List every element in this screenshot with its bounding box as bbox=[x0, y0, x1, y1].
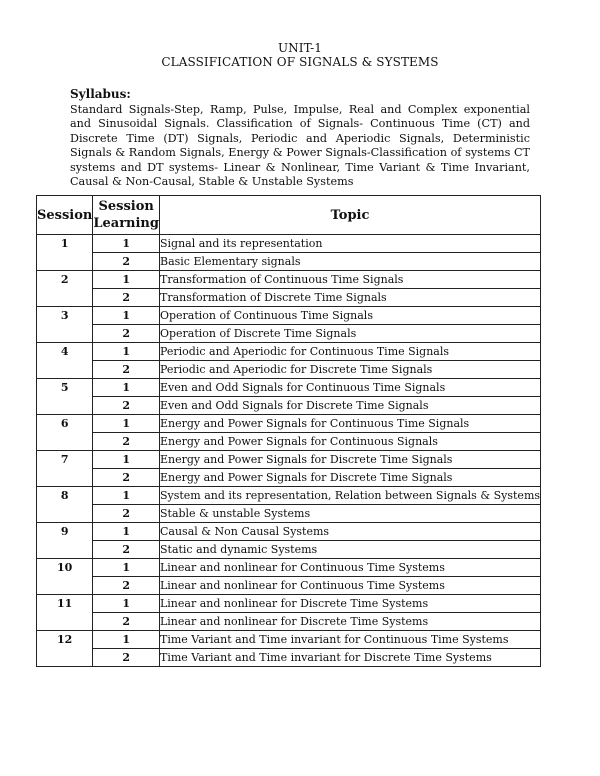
table-row bbox=[37, 541, 541, 559]
topic-cell: Periodic and Aperiodic for Discrete Time Signals bbox=[159, 361, 540, 379]
table-row bbox=[37, 451, 541, 469]
session-learning-cell: 1 bbox=[93, 523, 160, 541]
session-learning-cell: 1 bbox=[93, 451, 160, 469]
session-number-cell: 12 bbox=[37, 631, 93, 667]
topic-cell: Static and dynamic Systems bbox=[159, 541, 540, 559]
topic-cell: Energy and Power Signals for Continuous Signals bbox=[159, 433, 540, 451]
topic-cell: Energy and Power Signals for Continuous Time Signals bbox=[159, 415, 540, 433]
topic-cell: Even and Odd Signals for Continuous Time Signals bbox=[159, 379, 540, 397]
table-row bbox=[37, 307, 541, 325]
column-header-topic: Topic bbox=[159, 196, 540, 235]
session-number-cell: 3 bbox=[37, 307, 93, 343]
session-learning-cell: 2 bbox=[93, 325, 160, 343]
table-row bbox=[37, 613, 541, 631]
session-table bbox=[36, 195, 541, 667]
column-header-session: Session bbox=[37, 196, 93, 235]
topic-cell: Time Variant and Time invariant for Discrete Time Systems bbox=[159, 649, 540, 667]
table-row bbox=[37, 325, 541, 343]
session-number-cell: 1 bbox=[37, 235, 93, 271]
session-learning-cell: 2 bbox=[93, 361, 160, 379]
session-learning-cell: 2 bbox=[93, 253, 160, 271]
table-row bbox=[37, 253, 541, 271]
table-row bbox=[37, 415, 541, 433]
session-learning-cell: 1 bbox=[93, 559, 160, 577]
table-row bbox=[37, 595, 541, 613]
page-title: CLASSIFICATION OF SIGNALS & SYSTEMS bbox=[161, 55, 439, 69]
table-row bbox=[37, 487, 541, 505]
session-learning-cell: 1 bbox=[93, 379, 160, 397]
session-learning-cell: 2 bbox=[93, 289, 160, 307]
table-row bbox=[37, 577, 541, 595]
session-number-cell: 4 bbox=[37, 343, 93, 379]
topic-cell: System and its representation, Relation between Signals & Systems bbox=[159, 487, 540, 505]
table-row bbox=[37, 505, 541, 523]
topic-cell: Periodic and Aperiodic for Continuous Time Signals bbox=[159, 343, 540, 361]
session-learning-cell: 1 bbox=[93, 631, 160, 649]
session-learning-cell: 1 bbox=[93, 487, 160, 505]
topic-cell: Causal & Non Causal Systems bbox=[159, 523, 540, 541]
session-learning-cell: 2 bbox=[93, 541, 160, 559]
session-number-cell: 2 bbox=[37, 271, 93, 307]
topic-cell: Energy and Power Signals for Discrete Time Signals bbox=[159, 469, 540, 487]
session-learning-cell: 1 bbox=[93, 343, 160, 361]
session-learning-cell: 1 bbox=[93, 235, 160, 253]
session-learning-cell: 2 bbox=[93, 649, 160, 667]
topic-cell: Basic Elementary signals bbox=[159, 253, 540, 271]
table-row bbox=[37, 271, 541, 289]
topic-cell: Linear and nonlinear for Continuous Time Systems bbox=[159, 559, 540, 577]
table-row bbox=[37, 379, 541, 397]
session-number-cell: 5 bbox=[37, 379, 93, 415]
topic-cell: Transformation of Continuous Time Signals bbox=[159, 271, 540, 289]
session-learning-cell: 2 bbox=[93, 505, 160, 523]
topic-cell: Operation of Discrete Time Signals bbox=[159, 325, 540, 343]
column-header-line: Learning bbox=[93, 216, 159, 231]
session-number-cell: 11 bbox=[37, 595, 93, 631]
table-row bbox=[37, 469, 541, 487]
topic-cell: Transformation of Discrete Time Signals bbox=[159, 289, 540, 307]
table-row bbox=[37, 235, 541, 253]
table-row bbox=[37, 649, 541, 667]
table-body bbox=[37, 235, 541, 667]
session-learning-cell: 2 bbox=[93, 613, 160, 631]
topic-cell: Energy and Power Signals for Discrete Time Signals bbox=[159, 451, 540, 469]
session-number-cell: 6 bbox=[37, 415, 93, 451]
table-row bbox=[37, 523, 541, 541]
page-header bbox=[0, 41, 600, 69]
table-header-row bbox=[37, 196, 541, 235]
topic-cell: Linear and nonlinear for Discrete Time Systems bbox=[159, 595, 540, 613]
table-row bbox=[37, 433, 541, 451]
session-number-cell: 9 bbox=[37, 523, 93, 559]
syllabus-text: Standard Signals-Step, Ramp, Pulse, Impulse, Real and Complex exponential and Sinusoidal Signals. Classification of Signals- Continuous Time (CT) and Discrete Time (DT) Signals, Periodic and Aperiodic Signals, Deterministic Signals & Random Signals, Energy & Power Signals-Classification of systems CT systems and DT systems- Linear & Nonlinear, Time Variant & Time Invariant, Causal & Non-Causal, Stable & Unstable Systems bbox=[70, 102, 530, 188]
table-row bbox=[37, 631, 541, 649]
topic-cell: Signal and its representation bbox=[159, 235, 540, 253]
session-number-cell: 10 bbox=[37, 559, 93, 595]
topic-cell: Stable & unstable Systems bbox=[159, 505, 540, 523]
session-learning-cell: 1 bbox=[93, 307, 160, 325]
session-learning-cell: 1 bbox=[93, 415, 160, 433]
syllabus-heading: Syllabus: bbox=[70, 87, 131, 101]
syllabus-section bbox=[70, 87, 530, 190]
session-learning-cell: 1 bbox=[93, 271, 160, 289]
topic-cell: Time Variant and Time invariant for Continuous Time Systems bbox=[159, 631, 540, 649]
topic-cell: Linear and nonlinear for Continuous Time Systems bbox=[159, 577, 540, 595]
session-learning-cell: 2 bbox=[93, 433, 160, 451]
topic-cell: Even and Odd Signals for Discrete Time Signals bbox=[159, 397, 540, 415]
table-row bbox=[37, 289, 541, 307]
table-row bbox=[37, 397, 541, 415]
table-row bbox=[37, 361, 541, 379]
topic-cell: Operation of Continuous Time Signals bbox=[159, 307, 540, 325]
session-learning-cell: 2 bbox=[93, 469, 160, 487]
session-learning-cell: 2 bbox=[93, 577, 160, 595]
session-number-cell: 8 bbox=[37, 487, 93, 523]
column-header-line: Session bbox=[98, 199, 154, 214]
table-row bbox=[37, 343, 541, 361]
table-row bbox=[37, 559, 541, 577]
session-number-cell: 7 bbox=[37, 451, 93, 487]
session-learning-cell: 2 bbox=[93, 397, 160, 415]
topic-cell: Linear and nonlinear for Discrete Time Systems bbox=[159, 613, 540, 631]
column-header-session-learning bbox=[93, 196, 160, 235]
unit-label: UNIT-1 bbox=[277, 41, 323, 55]
session-learning-cell: 1 bbox=[93, 595, 160, 613]
